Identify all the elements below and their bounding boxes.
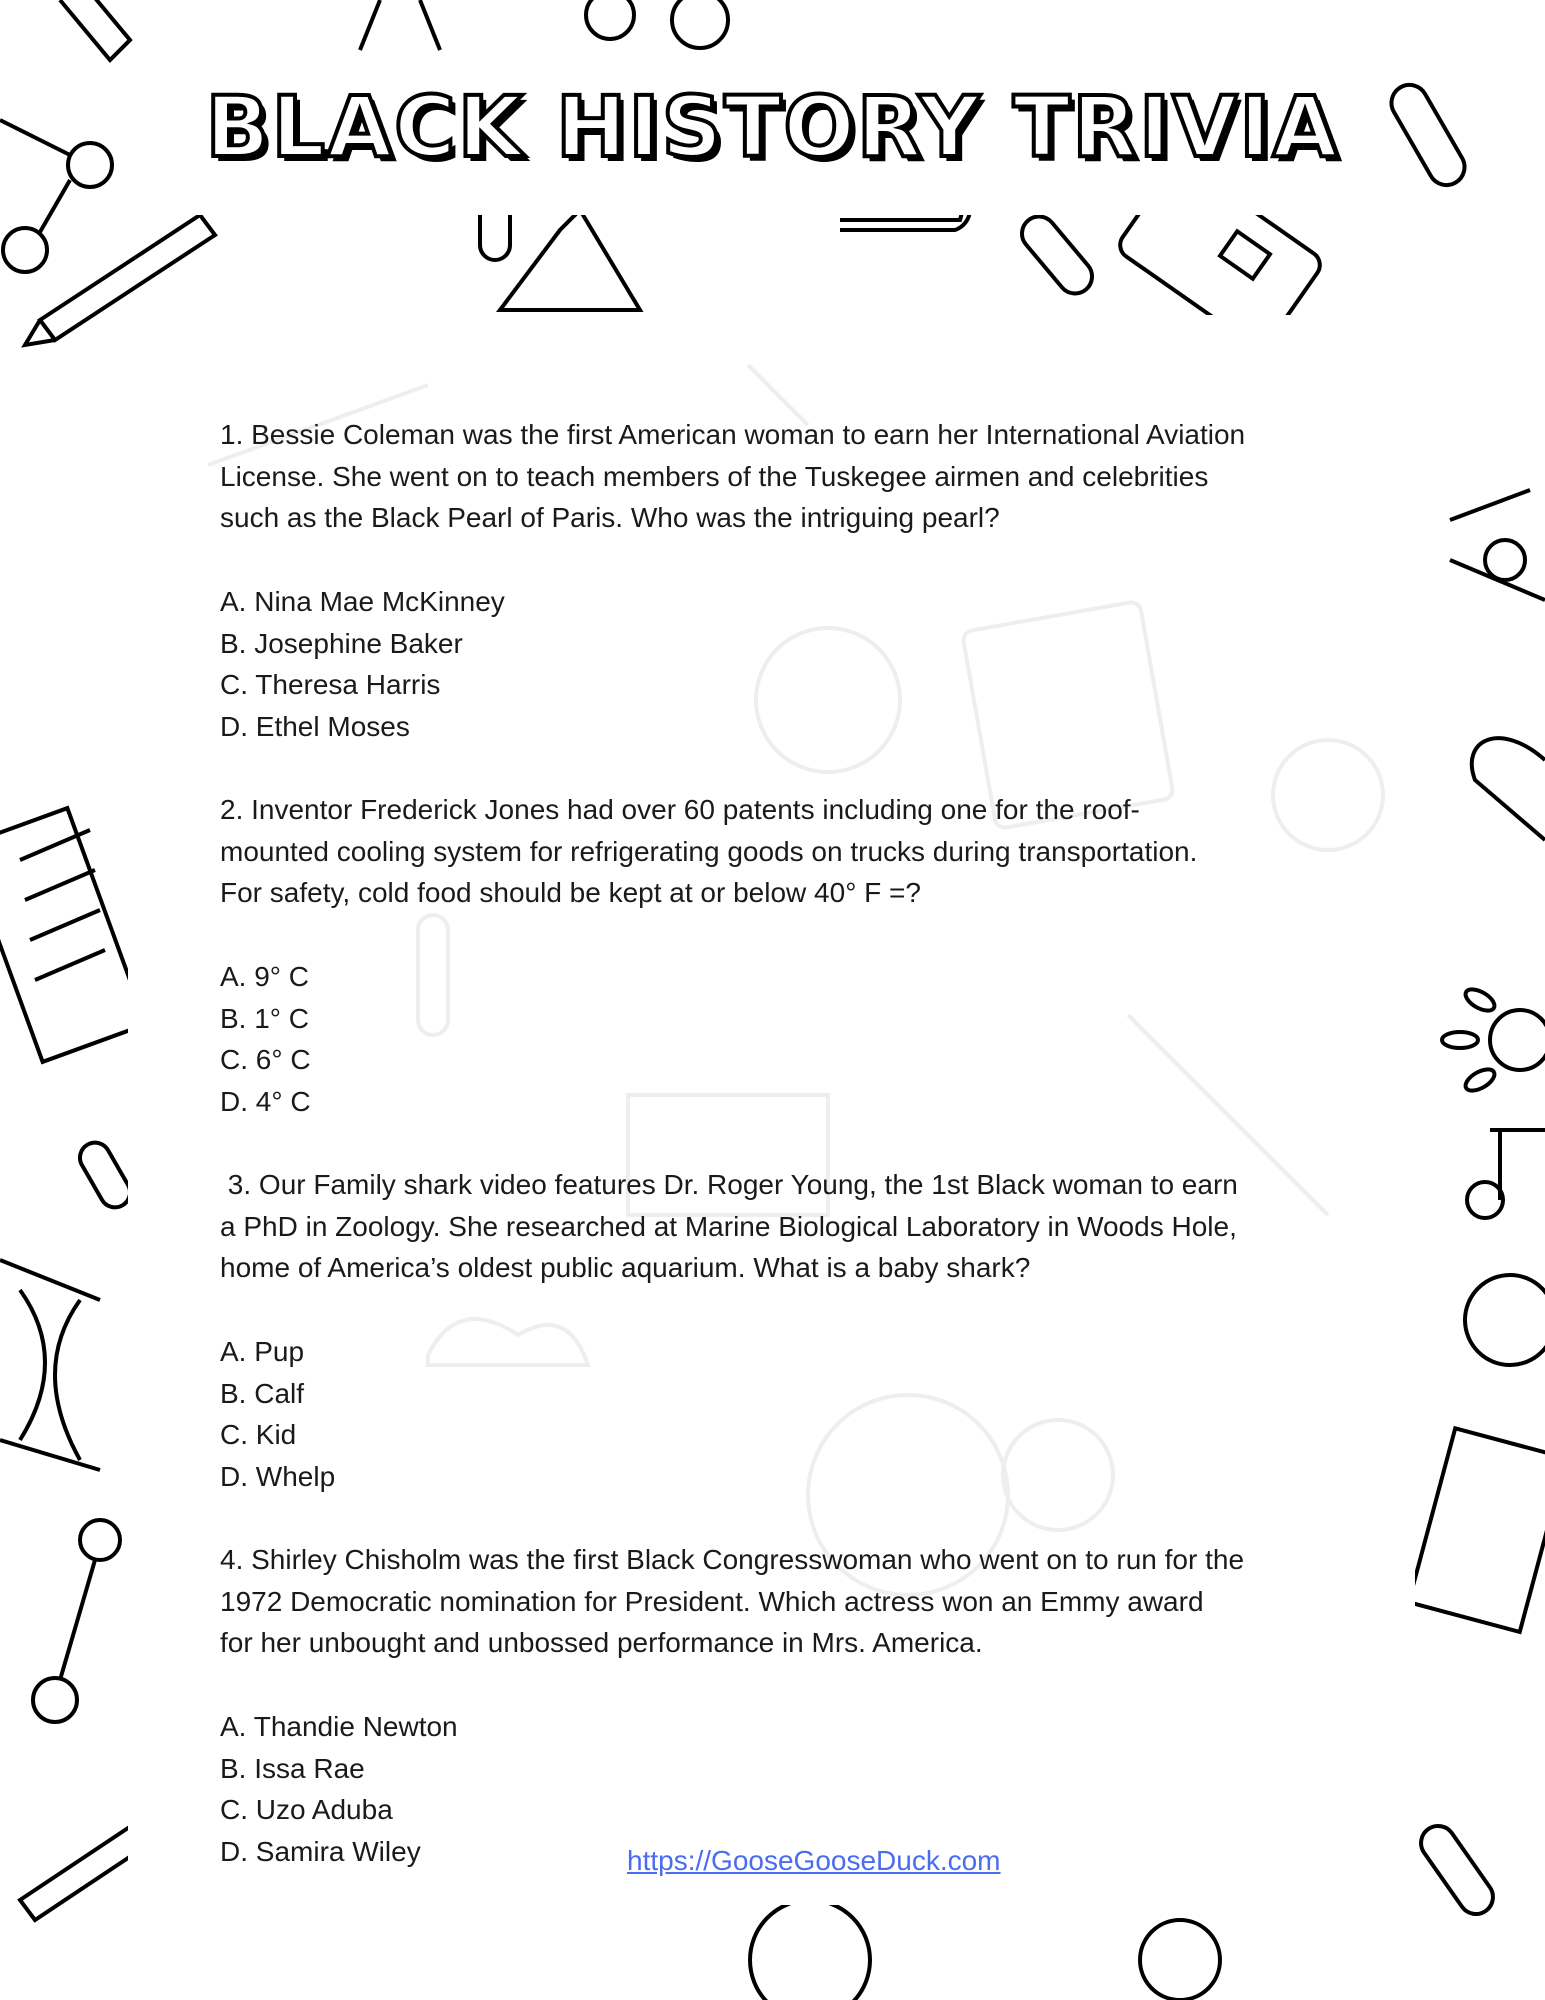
question-2-options — [220, 956, 311, 1122]
question-text-line: 3. Our Family shark video features Dr. Roger Young, the 1st Black woman to earn — [220, 1169, 1238, 1200]
answer-option: B. Calf — [220, 1377, 305, 1409]
question-2 — [220, 789, 1197, 914]
question-text-line: 1972 Democratic nomination for President. Which actress won an Emmy award — [220, 1585, 1204, 1617]
question-3 — [220, 1164, 1238, 1289]
question-1-options — [220, 581, 505, 747]
answer-option: B. Josephine Baker — [220, 627, 463, 659]
website-link[interactable]: https://GooseGooseDuck.com — [627, 1845, 1001, 1876]
magnifier-icon — [1465, 1275, 1545, 1365]
paperclip-icon — [1414, 1819, 1499, 1920]
answer-option: C. Uzo Aduba — [220, 1794, 393, 1826]
molecule-icon — [33, 1520, 120, 1722]
answer-option: D. Whelp — [220, 1460, 336, 1492]
heart-icon — [1472, 738, 1545, 840]
question-text-line: 4. Shirley Chisholm was the first Black Congresswoman who went on to run for the — [220, 1544, 1245, 1575]
question-text-line: a PhD in Zoology. She researched at Marine Biological Laboratory in Woods Hole, — [220, 1210, 1237, 1242]
paperclip-icon — [75, 1137, 136, 1213]
sun-icon — [1442, 985, 1545, 1095]
globe-icon — [750, 1900, 870, 2000]
question-3-options — [220, 1331, 335, 1497]
question-text-line: For safety, cold food should be kept at or below 40° F =? — [220, 877, 921, 909]
faint-doodle-pattern — [128, 315, 1415, 1905]
question-4 — [220, 1539, 1244, 1664]
answer-option: A. Thandie Newton — [220, 1711, 458, 1742]
question-text-line: 1. Bessie Coleman was the first American woman to earn her International Aviation — [220, 419, 1246, 450]
book-icon — [1409, 1428, 1545, 1632]
answer-option: D. Ethel Moses — [220, 710, 410, 742]
answer-option: A. Nina Mae McKinney — [220, 586, 505, 617]
answer-option: C. 6° C — [220, 1044, 311, 1076]
ruler-icon — [60, 0, 440, 60]
hourglass-icon — [0, 1260, 100, 1470]
answer-option: B. 1° C — [220, 1002, 310, 1034]
question-1 — [220, 414, 1245, 539]
question-text-line: home of America’s oldest public aquarium. What is a baby shark? — [220, 1252, 1031, 1284]
answer-option: A. Pup — [220, 1336, 305, 1367]
question-text-line: for her unbought and unbossed performance in Mrs. America. — [220, 1627, 983, 1659]
answer-option: C. Theresa Harris — [220, 669, 441, 701]
palette-icon — [586, 0, 728, 48]
flag-icon — [1467, 1130, 1545, 1218]
book-icon — [0, 808, 146, 1062]
question-4-options — [220, 1706, 458, 1872]
flask-icon — [1140, 1920, 1220, 2000]
page-title: BLACK HISTORY TRIVIA — [205, 78, 1340, 176]
question-text-line: License. She went on to teach members of the Tuskegee airmen and celebrities — [220, 460, 1209, 492]
question-text-line: such as the Black Pearl of Paris. Who was the intriguing pearl? — [220, 502, 1000, 534]
answer-option: B. Issa Rae — [220, 1752, 365, 1784]
microscope-icon — [1450, 490, 1545, 600]
question-text-line: 2. Inventor Frederick Jones had over 60 patents including one for the roof- — [220, 794, 1140, 825]
answer-option: C. Kid — [220, 1419, 297, 1451]
answer-option: A. 9° C — [220, 961, 310, 992]
answer-option: D. 4° C — [220, 1085, 311, 1117]
flask-icon — [500, 210, 640, 310]
question-text-line: mounted cooling system for refrigerating goods on trucks during transportation. — [220, 835, 1198, 867]
answer-option: D. Samira Wiley — [220, 1835, 421, 1867]
